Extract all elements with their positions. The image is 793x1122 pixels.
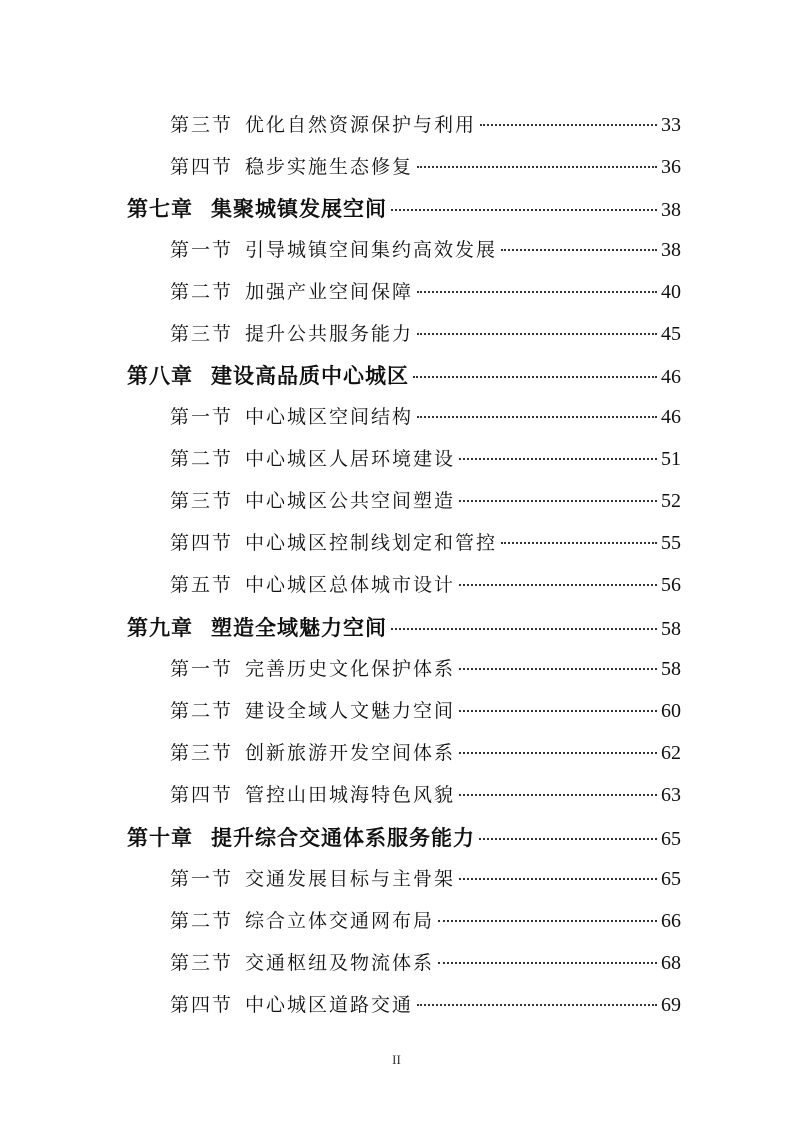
entry-title: 中心城区人居环境建设 [245,448,456,470]
entry-number: 第二节 [170,910,234,932]
toc-entry[interactable] [170,864,681,891]
toc-entry[interactable] [170,277,681,304]
entry-number: 第二节 [170,281,234,303]
toc-entry[interactable] [170,235,681,262]
entry-number: 第三节 [170,323,234,345]
entry-page: 36 [661,156,681,178]
leader-dots [459,668,657,670]
chapter-title: 集聚城镇发展空间 [211,196,387,221]
leader-dots [459,752,657,754]
toc-entry[interactable] [170,780,681,807]
chapter-title: 塑造全域魅力空间 [211,615,387,640]
toc-entry[interactable] [170,319,681,346]
entry-page: 46 [661,406,681,428]
entry-title: 建设全域人文魅力空间 [245,700,456,722]
entry-page: 55 [661,532,681,554]
entry-page: 62 [661,742,681,764]
toc-entry[interactable] [170,906,681,933]
entry-page: 38 [661,199,681,221]
entry-title: 中心城区公共空间塑造 [245,490,456,512]
entry-title: 中心城区空间结构 [245,406,414,428]
leader-dots [459,584,657,586]
toc-entry[interactable] [170,528,681,555]
entry-number: 第一节 [170,868,234,890]
toc-entry[interactable] [170,444,681,471]
chapter-title: 建设高品质中心城区 [211,363,409,388]
leader-dots [459,878,657,880]
page-number-footer: II [392,1052,401,1067]
leader-dots [459,794,657,796]
entry-title: 中心城区总体城市设计 [245,574,456,596]
toc-entry[interactable] [170,738,681,765]
entry-page: 65 [661,828,681,850]
leader-dots [417,333,657,335]
entry-title: 综合立体交通网布局 [245,910,435,932]
entry-number: 第四节 [170,156,234,178]
entry-title: 交通发展目标与主骨架 [245,868,456,890]
entry-title: 提升公共服务能力 [245,323,414,345]
entry-number: 第三节 [170,952,234,974]
toc-entry[interactable] [170,486,681,513]
entry-title: 交通枢纽及物流体系 [245,952,435,974]
entry-number: 第三节 [170,742,234,764]
entry-number: 第五节 [170,574,234,596]
entry-page: 58 [661,658,681,680]
entry-title: 稳步实施生态修复 [245,156,414,178]
leader-dots [438,962,657,964]
leader-dots [391,209,657,211]
entry-page: 40 [661,281,681,303]
chapter-number: 第十章 [127,825,193,850]
entry-number: 第四节 [170,994,234,1016]
entry-page: 65 [661,868,681,890]
entry-number: 第四节 [170,784,234,806]
leader-dots [501,249,657,251]
entry-page: 52 [661,490,681,512]
toc-chapter-entry[interactable] [127,822,681,852]
entry-page: 68 [661,952,681,974]
toc-entry[interactable] [170,152,681,179]
entry-number: 第四节 [170,532,234,554]
toc-entry[interactable] [170,654,681,681]
leader-dots [391,628,657,630]
toc-entry[interactable] [170,110,681,137]
leader-dots [417,1004,657,1006]
entry-number: 第二节 [170,700,234,722]
entry-title: 加强产业空间保障 [245,281,414,303]
leader-dots [480,124,657,126]
leader-dots [479,838,657,840]
entry-title: 完善历史文化保护体系 [245,658,456,680]
entry-page: 51 [661,448,681,470]
entry-number: 第二节 [170,448,234,470]
entry-number: 第一节 [170,658,234,680]
toc-entry[interactable] [170,570,681,597]
toc-entry[interactable] [170,948,681,975]
entry-page: 58 [661,618,681,640]
toc-chapter-entry[interactable] [127,360,681,390]
entry-page: 33 [661,114,681,136]
entry-page: 56 [661,574,681,596]
leader-dots [438,920,657,922]
entry-title: 引导城镇空间集约高效发展 [245,239,498,261]
toc-chapter-entry[interactable] [127,612,681,642]
entry-number: 第三节 [170,114,234,136]
toc-entry[interactable] [170,990,681,1017]
toc-entry[interactable] [170,402,681,429]
entry-page: 46 [661,366,681,388]
entry-title: 优化自然资源保护与利用 [245,114,477,136]
entry-title: 中心城区道路交通 [245,994,414,1016]
entry-page: 38 [661,239,681,261]
chapter-number: 第七章 [127,196,193,221]
chapter-number: 第八章 [127,363,193,388]
leader-dots [459,458,657,460]
entry-page: 66 [661,910,681,932]
toc-chapter-entry[interactable] [127,193,681,223]
chapter-number: 第九章 [127,615,193,640]
toc-entry[interactable] [170,696,681,723]
entry-page: 60 [661,700,681,722]
entry-title: 创新旅游开发空间体系 [245,742,456,764]
chapter-title: 提升综合交通体系服务能力 [211,825,475,850]
entry-title: 管控山田城海特色风貌 [245,784,456,806]
leader-dots [417,416,657,418]
leader-dots [417,291,657,293]
entry-title: 中心城区控制线划定和管控 [245,532,498,554]
entry-number: 第一节 [170,406,234,428]
leader-dots [459,500,657,502]
leader-dots [501,542,657,544]
leader-dots [417,166,657,168]
entry-number: 第一节 [170,239,234,261]
entry-page: 69 [661,994,681,1016]
entry-page: 63 [661,784,681,806]
leader-dots [413,376,657,378]
leader-dots [459,710,657,712]
entry-page: 45 [661,323,681,345]
entry-number: 第三节 [170,490,234,512]
